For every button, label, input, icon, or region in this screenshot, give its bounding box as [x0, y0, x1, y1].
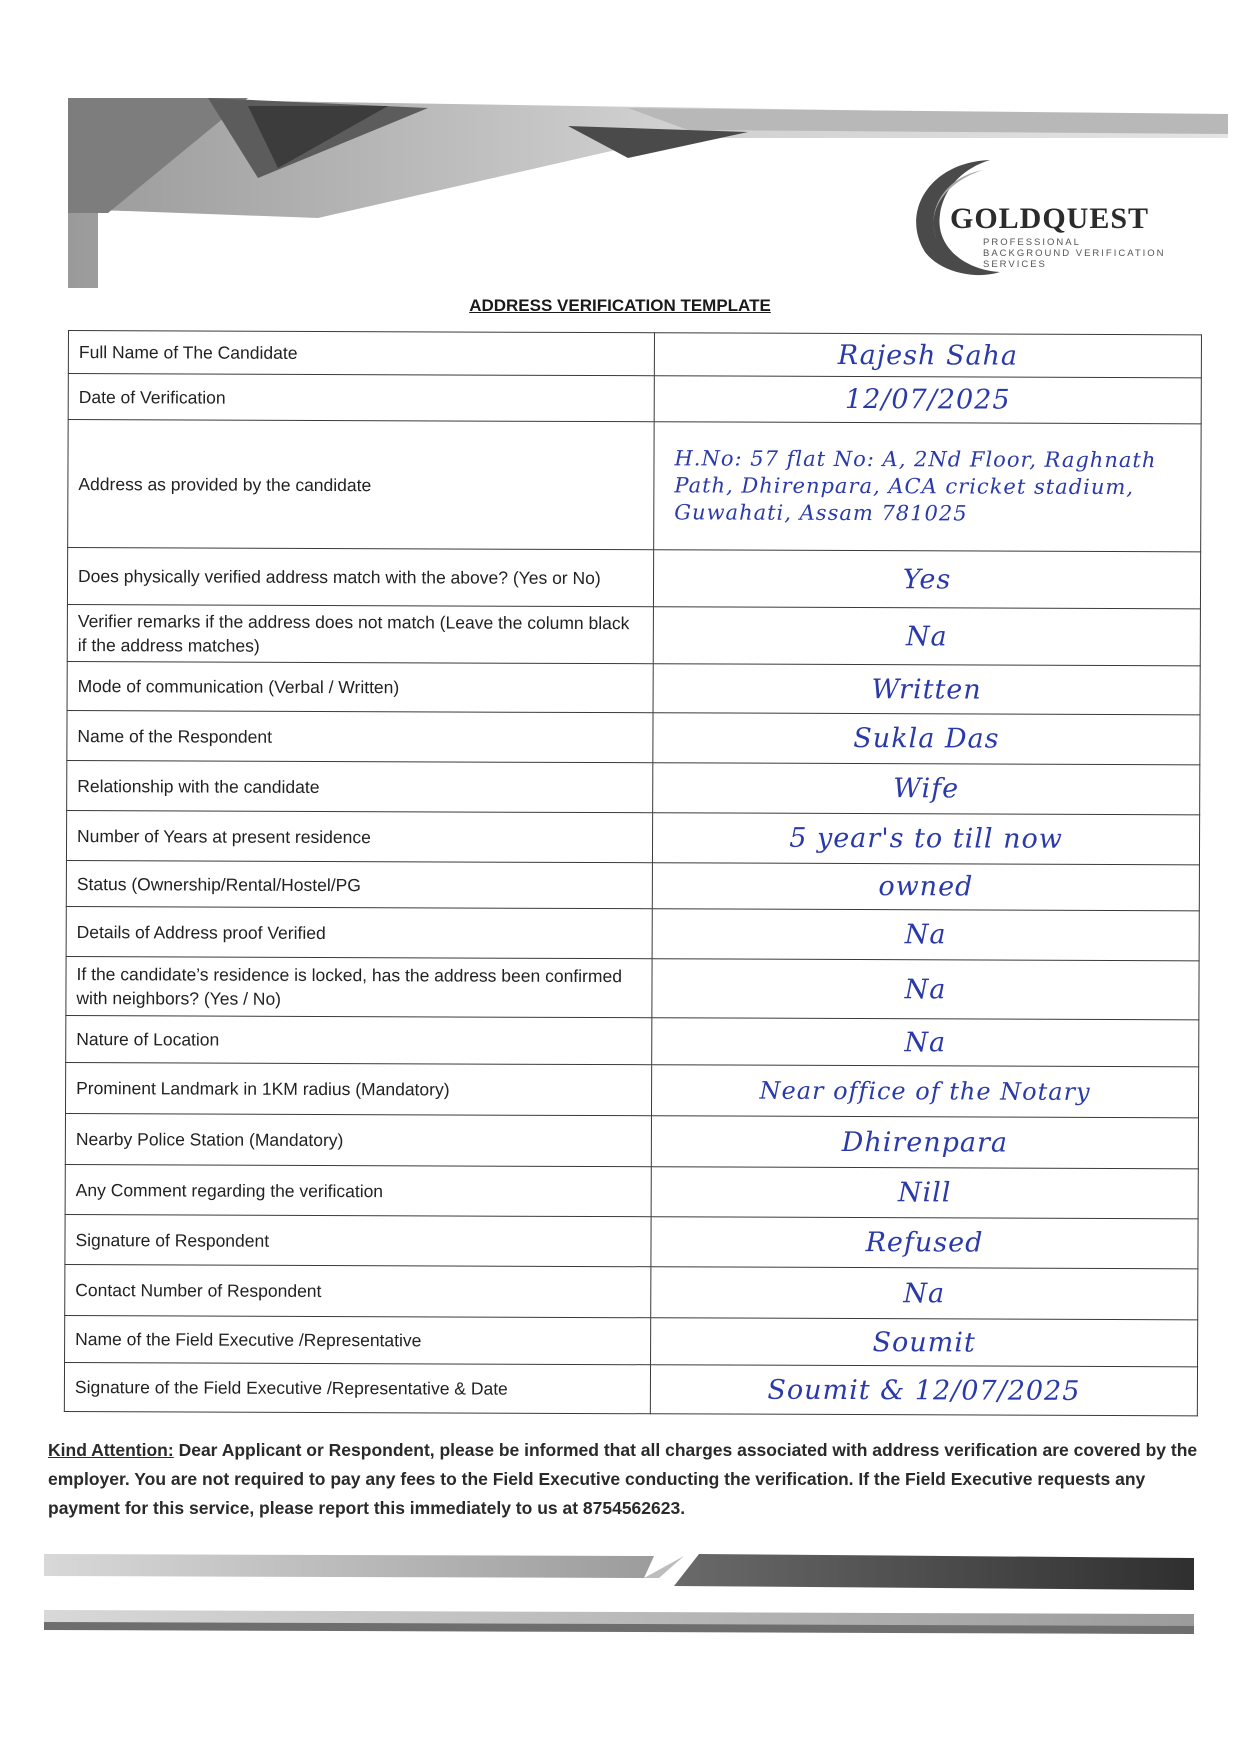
field-value: Rajesh Saha — [654, 333, 1201, 378]
field-value: Soumit & 12/07/2025 — [650, 1365, 1197, 1416]
form-row — [67, 548, 1200, 609]
form-row — [68, 331, 1201, 378]
field-value: Na — [652, 909, 1199, 961]
field-value: 12/07/2025 — [654, 376, 1201, 424]
field-label: Status (Ownership/Rental/Hostel/PG — [66, 860, 652, 908]
field-value: Na — [653, 607, 1200, 666]
verification-form-table — [64, 330, 1202, 1416]
field-label: Details of Address proof Verified — [66, 906, 652, 958]
field-label: Contact Number of Respondent — [65, 1264, 651, 1317]
field-value: Sukla Das — [653, 713, 1200, 765]
form-row — [68, 420, 1201, 552]
field-label: Nature of Location — [66, 1015, 652, 1064]
form-row — [65, 1113, 1198, 1168]
field-label: Date of Verification — [68, 374, 654, 422]
field-label: Any Comment regarding the verification — [65, 1164, 651, 1216]
field-label: Relationship with the candidate — [67, 760, 653, 812]
notice-lead: Kind Attention: — [48, 1440, 174, 1460]
field-label: Mode of communication (Verbal / Written) — [67, 661, 653, 712]
form-row — [66, 1015, 1199, 1066]
field-value: H.No: 57 flat No: A, 2Nd Floor, Raghnath Path, Dhirenpara, ACA cricket stadium, Guwahati, Assam 781025 — [654, 422, 1201, 552]
form-row — [65, 1164, 1198, 1218]
footer-banner — [44, 1550, 1204, 1640]
field-value: Written — [653, 664, 1200, 715]
field-label: Number of Years at present residence — [66, 810, 652, 862]
field-value: Dhirenpara — [651, 1116, 1198, 1169]
form-row — [66, 810, 1199, 864]
field-value: owned — [652, 863, 1199, 911]
field-value: Yes — [653, 550, 1200, 609]
field-label: Name of the Respondent — [67, 710, 653, 762]
logo-tagline: PROFESSIONAL BACKGROUND VERIFICATION SERVICES — [983, 237, 1166, 270]
form-row — [65, 1315, 1198, 1366]
logo-wordmark: GOLDQUEST — [950, 202, 1150, 235]
form-row — [67, 604, 1200, 665]
field-value: Near office of the Notary — [651, 1065, 1198, 1118]
form-row — [66, 906, 1199, 960]
form-row — [65, 1214, 1198, 1268]
form-row — [65, 1062, 1198, 1117]
field-value: Na — [652, 959, 1199, 1020]
form-row — [67, 710, 1200, 764]
field-value: 5 year's to till now — [652, 813, 1199, 865]
field-label: Address as provided by the candidate — [68, 420, 654, 550]
notice-text: Dear Applicant or Respondent, please be informed that all charges associated with address verification are covered by the employer. You are not required to pay any fees to the Field Executive conducting the verification. If the Field Executive requests any payment for this service, please report this immediately to us at 8754562623. — [48, 1440, 1198, 1518]
field-label: Does physically verified address match with the above? (Yes or No) — [67, 548, 653, 607]
field-label: Signature of Respondent — [65, 1214, 651, 1266]
field-label: Name of the Field Executive /Representative — [65, 1315, 651, 1364]
field-label: Verifier remarks if the address does not match (Leave the column black if the address matches) — [67, 604, 653, 663]
field-label: Signature of the Field Executive /Representative & Date — [64, 1362, 650, 1413]
form-row — [65, 1264, 1198, 1319]
form-row — [66, 956, 1199, 1019]
goldquest-logo — [895, 152, 1185, 282]
form-row — [64, 1362, 1197, 1415]
document-title: ADDRESS VERIFICATION TEMPLATE — [469, 296, 771, 315]
field-value: Na — [652, 1018, 1199, 1067]
kind-attention-notice — [48, 1436, 1208, 1523]
field-value: Nill — [651, 1167, 1198, 1219]
field-label: Prominent Landmark in 1KM radius (Mandatory) — [65, 1062, 651, 1115]
form-row — [66, 860, 1199, 910]
field-label: If the candidate’s residence is locked, has the address been confirmed with neighbors? (Yes / No) — [66, 956, 652, 1017]
form-row — [67, 661, 1200, 714]
field-value: Na — [651, 1267, 1198, 1320]
field-value: Refused — [651, 1217, 1198, 1269]
field-label: Full Name of The Candidate — [68, 331, 654, 376]
form-row — [68, 374, 1201, 424]
field-value: Soumit — [651, 1318, 1198, 1367]
field-label: Nearby Police Station (Mandatory) — [65, 1113, 651, 1166]
field-value: Wife — [653, 763, 1200, 815]
form-row — [67, 760, 1200, 814]
